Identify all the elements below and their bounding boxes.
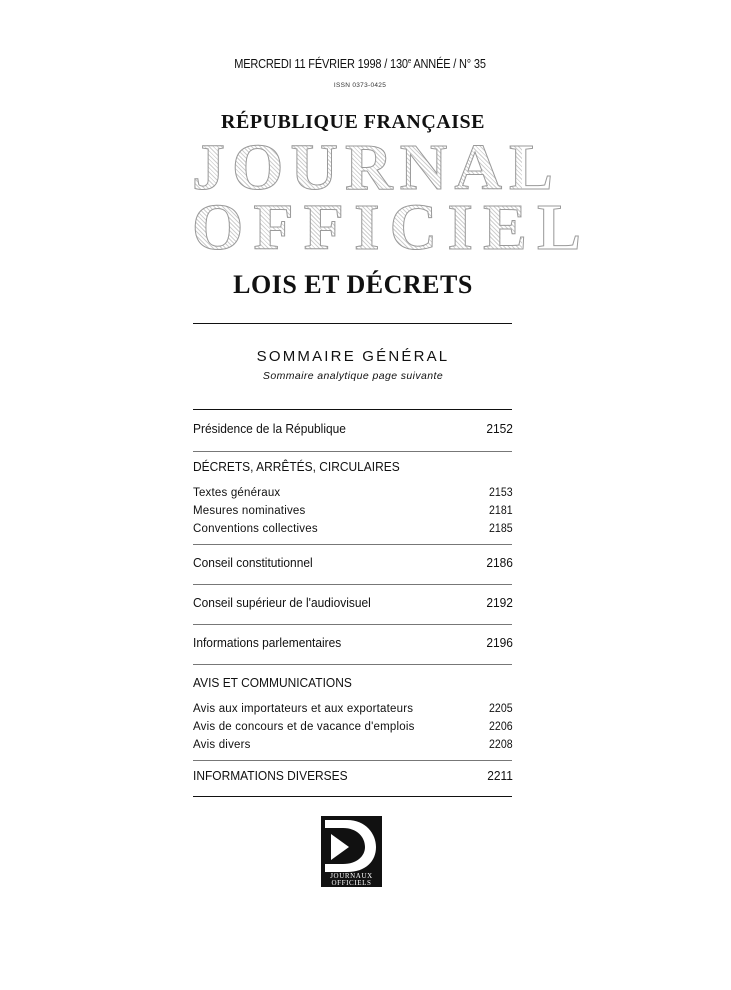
toc-entry-page: 2208 [489,739,513,751]
divider [193,409,512,410]
dateline-date: MERCREDI 11 FÉVRIER 1998 / 130 [234,57,408,71]
toc-entry-informations-parlementaires[interactable] [193,635,513,650]
toc-entry-page: 2181 [489,505,513,517]
toc-entry-label: Conventions collectives [193,523,318,535]
toc-entry-conseil-constitutionnel[interactable] [193,555,513,570]
toc-heading-avis: AVIS ET COMMUNICATIONS [193,675,352,690]
toc-entry-page: 2185 [489,523,513,535]
toc-entry-presidence[interactable] [193,421,513,436]
toc-entry-csa[interactable] [193,595,513,610]
divider [193,544,512,545]
toc-entry-label: Avis de concours et de vacance d'emplois [193,721,415,733]
toc-entry-avis-importateurs[interactable] [193,703,513,715]
divider [193,796,512,797]
toc-entry-label: Conseil constitutionnel [193,555,313,570]
masthead-line-journal: JOURNAL [192,131,561,204]
toc-entry-label: Avis divers [193,739,251,751]
divider [193,584,512,585]
issn: ISSN 0373-0425 [333,82,387,89]
toc-entry-page: 2206 [489,721,513,733]
toc-entry-page: 2211 [487,768,513,783]
toc-entry-label: Présidence de la République [193,421,346,436]
republic-title: RÉPUBLIQUE FRANÇAISE [221,111,485,133]
toc-entry-avis-divers[interactable] [193,739,513,751]
divider [193,664,512,665]
toc-entry-page: 2192 [486,595,513,610]
toc-entry-page: 2205 [489,703,513,715]
toc-entry-label: Conseil supérieur de l'audiovisuel [193,595,371,610]
divider [193,624,512,625]
toc-entry-informations-diverses[interactable] [193,768,513,783]
dateline-ordinal: e [407,57,412,65]
logo-text-line1: JOURNAUX [330,872,373,880]
divider [193,451,512,452]
toc-entry-page: 2186 [486,555,513,570]
logo-text-line2: OFFICIELS [331,879,372,887]
toc-entry-label: Avis aux importateurs et aux exportateurs [193,703,414,715]
dateline-issue: ANNÉE / N° 35 [411,57,486,71]
toc-entry-label: INFORMATIONS DIVERSES [193,768,348,783]
toc-entry-label: Informations parlementaires [193,635,342,650]
masthead-journal-officiel [192,131,592,266]
section-title: LOIS ET DÉCRETS [233,270,473,299]
toc-entry-conventions[interactable] [193,523,513,535]
toc-entry-label: Textes généraux [193,487,281,499]
dateline [43,57,677,71]
toc-entry-label: Mesures nominatives [193,505,306,517]
toc-entry-textes[interactable] [193,487,513,499]
summary-subtitle: Sommaire analytique page suivante [262,370,444,382]
divider [193,323,512,324]
journaux-officiels-logo [321,816,382,887]
toc-entry-avis-concours[interactable] [193,721,513,733]
toc-heading-decrets: DÉCRETS, ARRÊTÉS, CIRCULAIRES [193,459,400,474]
masthead-line-officiel: OFFICIEL [192,191,592,264]
divider [193,760,512,761]
toc-entry-mesures[interactable] [193,505,513,517]
toc-entry-page: 2152 [486,421,513,436]
summary-title: SOMMAIRE GÉNÉRAL [256,348,450,365]
toc-entry-page: 2153 [489,487,513,499]
toc-entry-page: 2196 [486,635,513,650]
